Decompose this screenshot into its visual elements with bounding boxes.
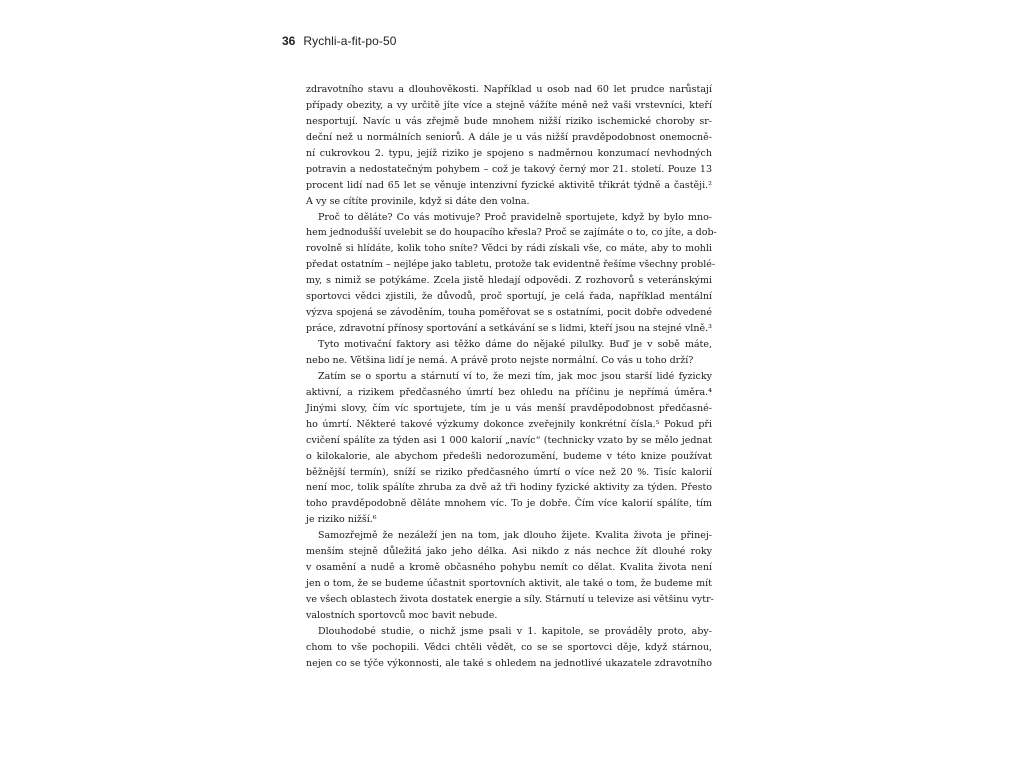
text-line: menším stejně důležitá jako jeho délka. Asi nikdo z nás nechce žít dlouhé roky — [306, 546, 712, 558]
text-line: chom to vše pochopili. Vědci chtěli vědět, co se se sportovci děje, když stárnou, — [306, 641, 712, 653]
text-line: cvičení spálíte za týden asi 1 000 kalorií „navíc“ (technicky vzato by se mělo jednat — [306, 434, 712, 446]
text-line: sportovci vědci zjistili, že důvodů, proč sportují, je celá řada, například mentální — [306, 291, 712, 303]
text-line: ve všech oblastech života dostatek energie a síly. Stárnutí u televize asi většinu vytr- — [306, 594, 714, 605]
text-line: ní cukrovkou 2. typu, jejíž riziko je spojeno s nadměrnou konzumací nevhodných — [306, 147, 712, 159]
text-line: o kilokalorie, ale abychom předešli nedorozumění, budeme v této knize používat — [306, 450, 712, 462]
paragraph — [306, 210, 717, 338]
text-line: předat ostatním – nejlépe jako tabletu, protože tak evidentně řešíme všechny problé- — [306, 259, 716, 271]
text-line: Zatím se o sportu a stárnutí ví to, že mezi tím, jak moc jsou starší lidé fyzicky — [318, 370, 712, 382]
paragraph — [306, 369, 712, 528]
text-line: procent lidí nad 65 let se věnuje intenzivní fyzické aktivitě třikrát týdně a častěji.² — [306, 179, 712, 191]
text-line: toho pravděpodobně děláte mnohem víc. To je dobře. Čím více kalorií spálíte, tím — [306, 498, 712, 510]
text-line: aktivní, a rizikem předčasného úmrtí bez ohledu na příčinu je nepřímá úměra.⁴ — [306, 386, 712, 398]
text-line: nejen co se týče výkonnosti, ale také s ohledem na jednotlivé ukazatele zdravotního — [306, 657, 712, 669]
paragraph — [306, 337, 712, 369]
text-line: případy obezity, a vy určitě jíte více a stejně vážíte méně než vaši vrstevníci, kteří — [306, 99, 712, 111]
text-line: nebo ne. Většina lidí je nemá. A právě proto nejste normální. Co vás u toho drží? — [306, 354, 694, 366]
running-head — [282, 34, 397, 48]
text-line: A vy se cítíte provinile, když si dáte den volna. — [306, 195, 530, 207]
text-line: ho úmrtí. Některé takové výzkumy dokonce zveřejnily konkrétní čísla.⁵ Pokud při — [306, 418, 712, 430]
text-line: není moc, tolik spálíte zhruba za dvě až tři hodiny fyzické aktivity za týden. Přesto — [306, 482, 712, 494]
text-line: Dlouhodobé studie, o nichž jsme psali v 1. kapitole, se prováděly proto, aby- — [318, 625, 712, 637]
text-line: v osamění a nudě a kromě občasného pohybu nemít co dělat. Kvalita života není — [306, 562, 712, 574]
text-line: rovolně si hlídáte, kolik toho sníte? Vědci by rádi získali vše, co máte, aby to mohli — [306, 243, 712, 255]
text-line: práce, zdravotní přínosy sportování a setkávání se s lidmi, kteří jsou na stejné vlně.³ — [306, 323, 712, 335]
text-line: Tyto motivační faktory asi těžko dáme do nějaké pilulky. Buď je v sobě máte, — [318, 339, 712, 350]
book-title: Rychli-a-fit-po-50 — [303, 34, 397, 48]
text-line: Proč to děláte? Co vás motivuje? Proč pravidelně sportujete, když by bylo mno- — [318, 211, 712, 223]
text-line: valostních sportovců moc bavit nebude. — [306, 609, 498, 621]
text-line: výzva spojená se závoděním, touha poměřovat se s ostatními, pocit dobře odvedené — [306, 307, 712, 319]
text-line: deční než u normálních seniorů. A dále je u vás nižší pravděpodobnost onemocně- — [306, 131, 712, 143]
paragraph — [306, 528, 712, 624]
text-line: zdravotního stavu a dlouhověkosti. Například u osob nad 60 let prudce narůstají — [306, 84, 712, 95]
text-line: běžnější termín), sníží se riziko předčasného úmrtí o více než 20 %. Tisíc kalorií — [306, 466, 712, 478]
text-line: Samozřejmě že nezáleží jen na tom, jak dlouho žijete. Kvalita života je přinej- — [318, 530, 712, 542]
text-line: je riziko nižší.⁶ — [306, 514, 377, 526]
text-line: hem jednodušší uvelebit se do houpacího křesla? Proč se zajímáte o to, co jíte, a dob- — [306, 227, 717, 239]
text-line: nesportují. Navíc u vás zřejmě bude mnohem nižší riziko ischemické choroby sr- — [306, 115, 712, 127]
body-text — [306, 82, 717, 672]
text-line: potravin a nedostatečným pohybem – což je takový černý mor 21. století. Pouze 13 — [306, 163, 712, 175]
text-line: jen o tom, že se budeme účastnit sportovních aktivit, ale také o tom, že budeme mít — [306, 578, 712, 590]
text-line: my, s nimiž se potýkáme. Zcela jistě hledají odpovědi. Z rozhovorů s veteránskými — [306, 275, 712, 287]
paragraph — [306, 624, 712, 672]
text-line: Jinými slovy, čím víc sportujete, tím je u vás menší pravděpodobnost předčasné- — [306, 402, 712, 414]
page-number: 36 — [282, 34, 296, 48]
paragraph — [306, 82, 712, 210]
